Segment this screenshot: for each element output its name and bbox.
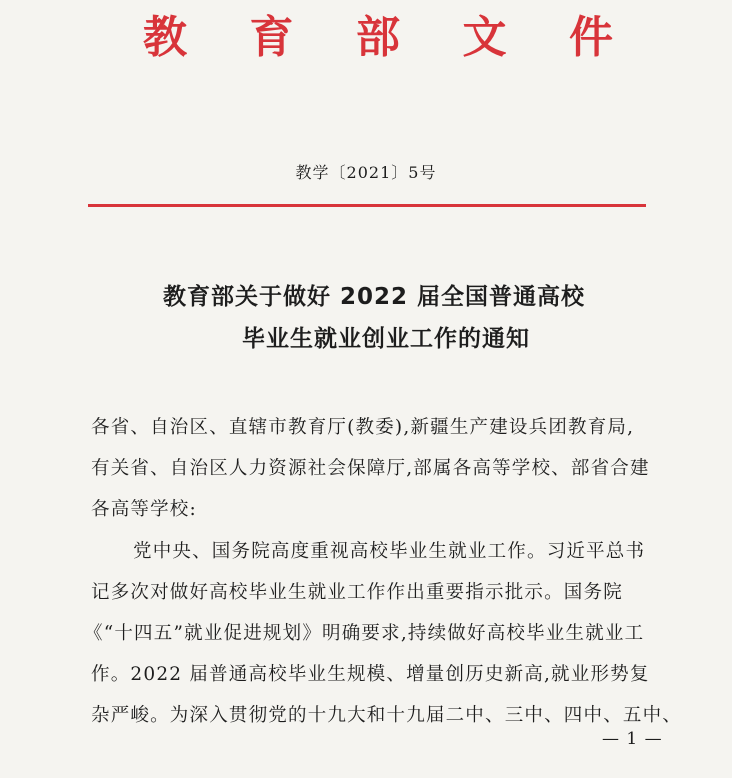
header-char: 教 [143, 12, 187, 63]
header-char: 件 [569, 12, 613, 63]
header-char: 部 [356, 12, 400, 63]
body-paragraph-line: 作。2022 届普通高校毕业生规模、增量创历史新高,就业形势复 [91, 664, 650, 685]
document-title-line-1: 教育部关于做好 2022 届全国普通高校 [162, 284, 586, 310]
issuer-header [143, 8, 613, 68]
document-title-line-2: 毕业生就业创业工作的通知 [242, 326, 530, 352]
header-char: 育 [249, 12, 294, 63]
addressee-line: 各高等学校: [91, 499, 197, 520]
body-paragraph-line: 党中央、国务院高度重视高校毕业生就业工作。习近平总书 [133, 541, 646, 562]
page-number: — 1 — [602, 729, 663, 749]
red-divider-line [88, 204, 646, 207]
document-number: 教学〔2021〕5号 [295, 163, 437, 182]
header-char: 文 [462, 12, 507, 63]
body-paragraph-line: 杂严峻。为深入贯彻党的十九大和十九届二中、三中、四中、五中、 [91, 705, 683, 726]
addressee-line: 有关省、自治区人力资源社会保障厅,部属各高等学校、部省合建 [91, 458, 650, 479]
addressee-line: 各省、自治区、直辖市教育厅(教委),新疆生产建设兵团教育局, [91, 417, 635, 438]
body-paragraph-line: 《“十四五”就业促进规划》明确要求,持续做好高校毕业生就业工 [84, 623, 645, 644]
body-paragraph-line: 记多次对做好高校毕业生就业工作作出重要指示批示。国务院 [91, 582, 623, 603]
